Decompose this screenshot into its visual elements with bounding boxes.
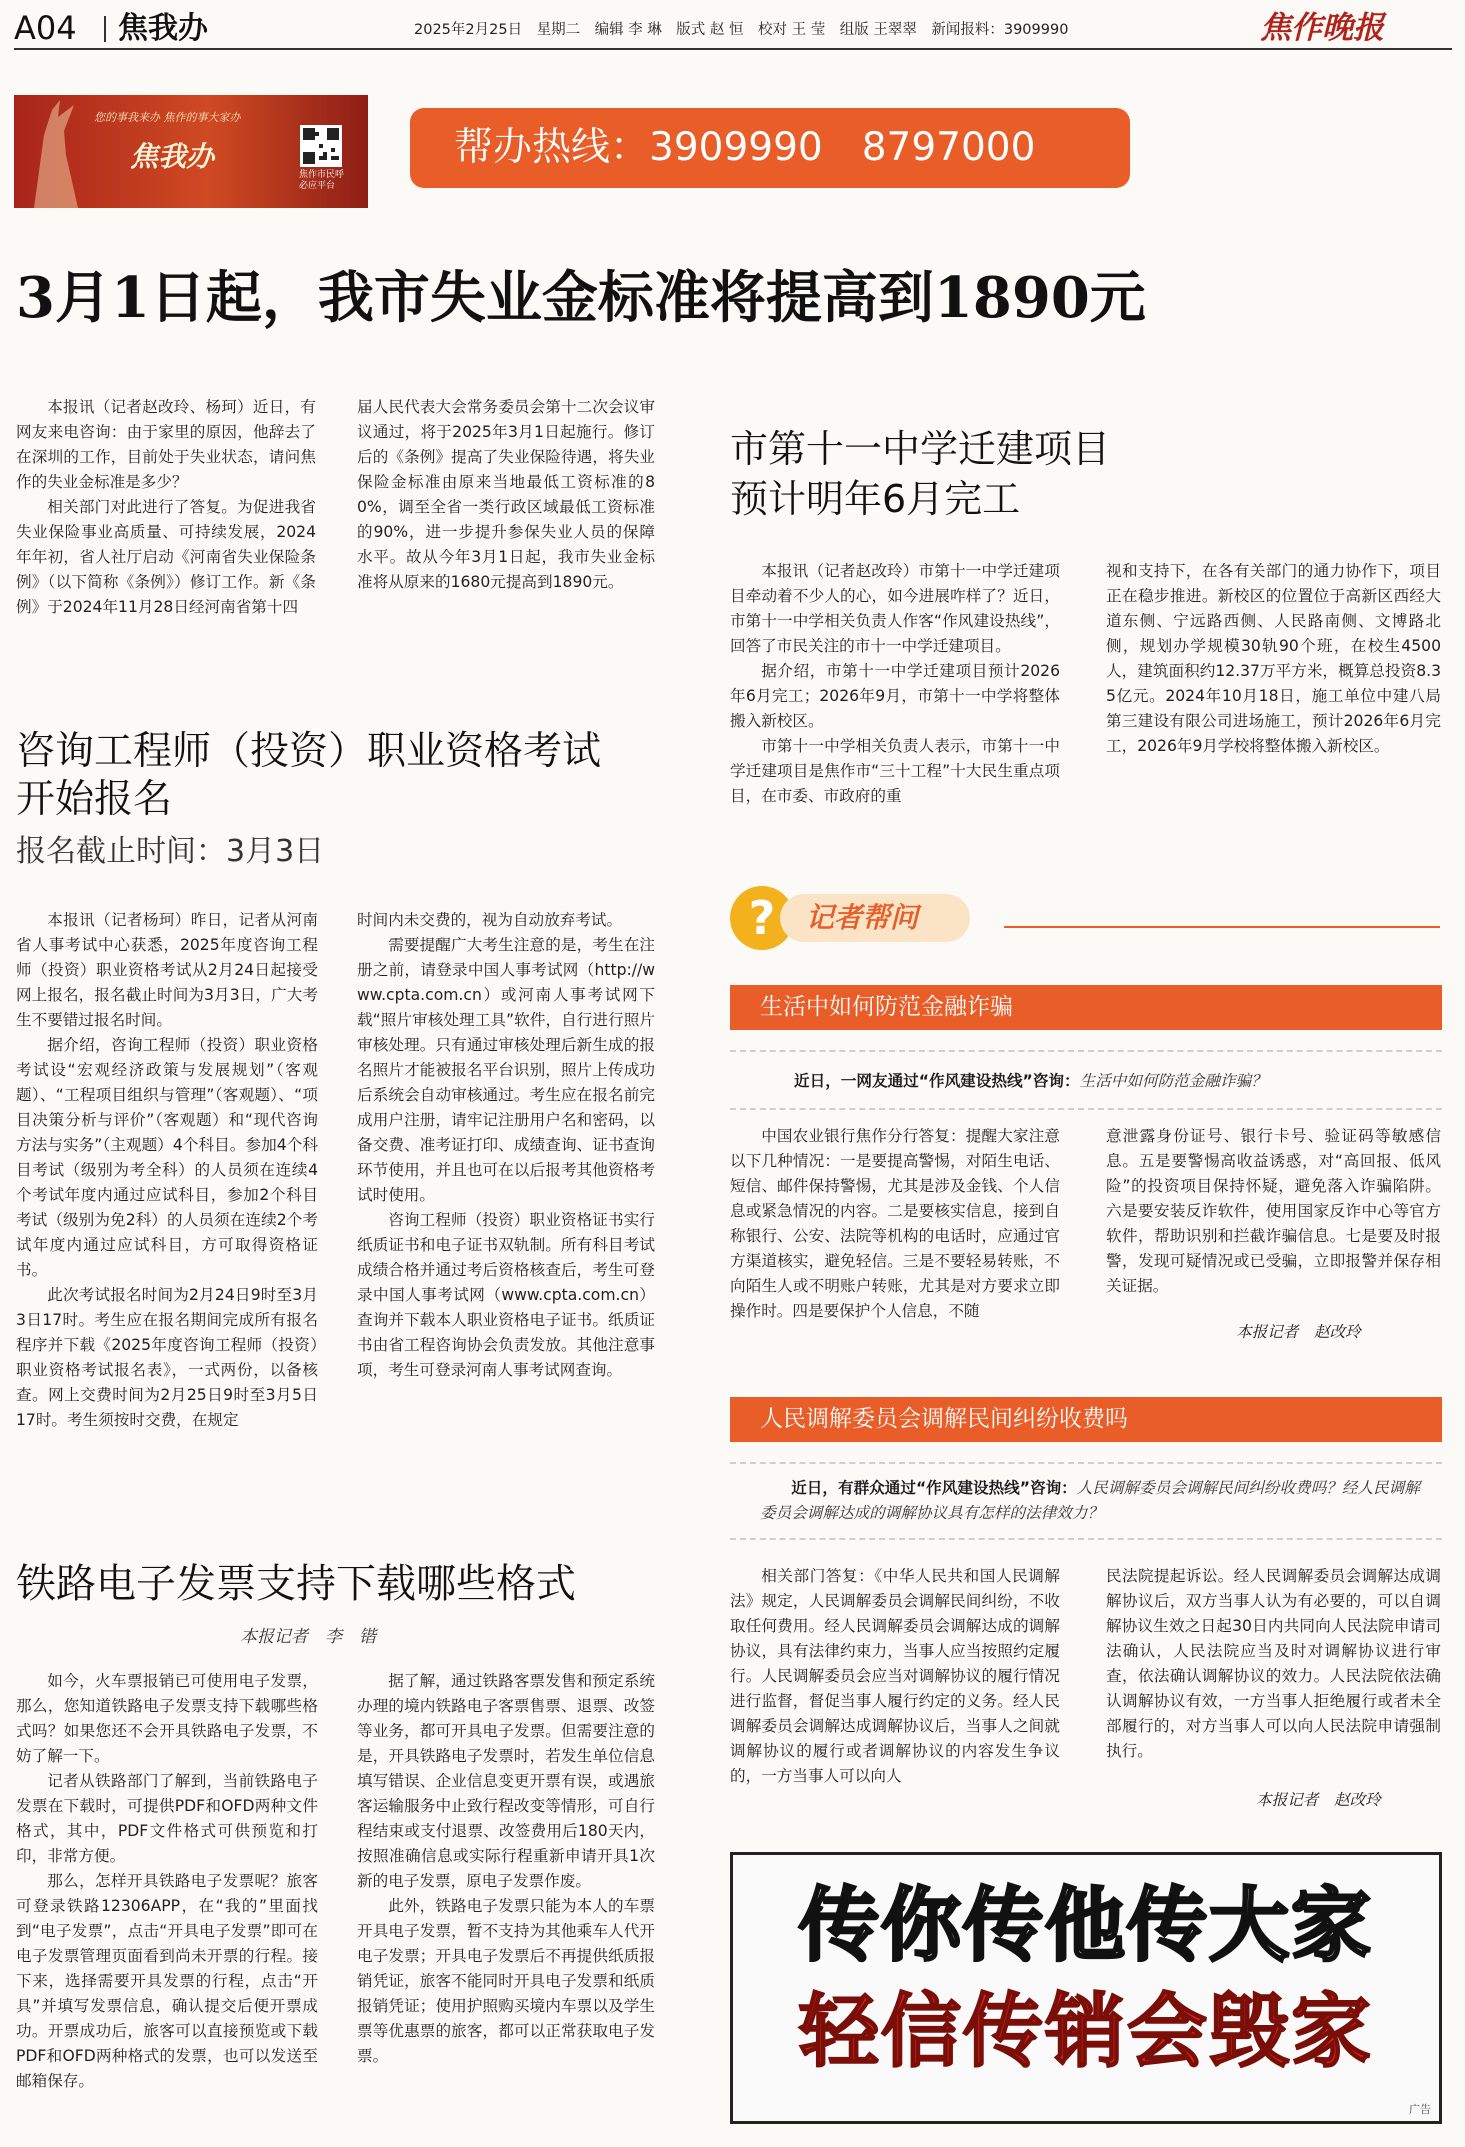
- exam-para-4: 时间内未交费的，视为自动放弃考试。: [357, 911, 623, 929]
- statue-icon: [14, 95, 104, 208]
- qr-code-icon: [300, 125, 342, 167]
- lead-headline: 3月1日起，我市失业金标准将提高到1890元: [16, 265, 1146, 331]
- q2-byline: 本报记者 赵改玲: [1256, 1791, 1381, 1809]
- banner-slogan: 您的事我来办 焦作的事大家办: [94, 111, 241, 124]
- page-number: A04: [14, 9, 77, 47]
- exam-col-1: [16, 908, 318, 1433]
- rail-para-2: 记者从铁路部门了解到，当前铁路电子发票在下载时，可提供PDF和OFD两种文件格式，其中，PDF文件格式可供预览和打印，非常方便。: [16, 1772, 318, 1865]
- hotline-badge: [410, 108, 1130, 188]
- exam-para-6: 咨询工程师（投资）职业资格证书实行纸质证书和电子证书双轨制。所有科目考试成绩合格并通过考后资格核查后，考生可登录中国人事考试网（www.cpta.com.cn）查询并下载本人职业资格电子证书。纸质证书由省工程咨询协会负责发放。其他注意事项，考生可登录河南人事考试网查询。: [357, 1211, 655, 1379]
- helper-label-text: 记者帮问: [806, 901, 919, 934]
- lead-col-2: [357, 395, 655, 595]
- rail-headline: 铁路电子发票支持下载哪些格式: [16, 1561, 576, 1607]
- anti-mlm-ad: [730, 1852, 1442, 2124]
- lead-para-1: 本报讯（记者赵改玲、杨珂）近日，有网友来电咨询：由于家里的原因，他辞去了在深圳的工作，目前处于失业状态，请问焦作的失业金标准是多少？: [16, 398, 316, 491]
- school-col-2: [1106, 559, 1441, 759]
- exam-headline: [16, 728, 706, 876]
- date-editor-line: 2025年2月25日 星期二 编辑 李 琳 版式 赵 恒 校对 王 莹 组版 王翠翠 新闻报料：3909990: [414, 22, 1069, 38]
- exam-title-line1: 咨询工程师（投资）职业资格考试: [16, 729, 602, 774]
- page-header: [14, 8, 1452, 50]
- q2-question-text: 人民调解委员会调解民间纠纷收费吗？经人民调解委员会调解达成的调解协议具有怎样的法律效力？: [760, 1479, 1420, 1522]
- q1-col-2: [1106, 1124, 1441, 1299]
- lead-para-3: 届人民代表大会常务委员会第十二次会议审议通过，将于2025年3月1日起施行。修订后的《条例》提高了失业保险待遇，将失业保险金标准由原来当地最低工资标准的80%，调至全省一类行政区域最低工资标准的90%，进一步提升参保失业人员的保障水平。故从今年3月1日起，我市失业金标准将从原来的1680元提高到1890元。: [357, 398, 655, 591]
- exam-para-3: 此次考试报名时间为2月24日9时至3月3日17时。考生应在报名期间完成所有报名程序并下载《2025年度咨询工程师（投资）职业资格考试报名表》，一式两份，以备核查。网上交费时间为2月25日9时至3月5日17时。考生须按时交费，在规定: [16, 1286, 318, 1429]
- rail-byline: 本报记者 李 锴: [240, 1627, 376, 1647]
- exam-title-line2: 开始报名: [16, 777, 173, 822]
- rail-col-2: [357, 1669, 655, 2069]
- q2-question-lead: 近日，有群众通过“作风建设热线”咨询：: [791, 1479, 1077, 1497]
- banner-logo: 焦我办: [130, 140, 215, 173]
- helper-label: [730, 884, 976, 952]
- school-para-2: 据介绍，市第十一中学迁建项目预计2026年6月完工；2026年9月，市第十一中学将整体搬入新校区。: [730, 662, 1060, 730]
- ad-line-2: 轻信传销会毁家: [799, 1984, 1373, 2078]
- school-headline: [730, 424, 1450, 524]
- q1-col-1: [730, 1124, 1060, 1324]
- q2-col-1: [730, 1564, 1060, 1789]
- school-para-1: 本报讯（记者赵改玲）市第十一中学迁建项目牵动着不少人的心，如今进展咋样了？近日，市第十一中学相关负责人作客“作风建设热线”，回答了市民关注的市十一中学迁建项目。: [730, 562, 1060, 655]
- q1-title-bar: 生活中如何防范金融诈骗: [730, 985, 1442, 1030]
- school-para-4: 视和支持下，在各有关部门的通力协作下，项目正在稳步推进。新校区的位置位于高新区西经大道东侧、宁远路西侧、人民路南侧、文博路北侧，规划办学规模30轨90个班，在校生4500人，建筑面积约12.37万平方米，概算总投资8.35亿元。2024年10月18日，施工单位中建八局第三建设有限公司进场施工，预计2026年6月完工，2026年9月学校将整体搬入新校区。: [1106, 562, 1441, 755]
- exam-para-2: 据介绍，咨询工程师（投资）职业资格考试设“宏观经济政策与发展规划”（客观题）、“工程项目组织与管理”（客观题）、“项目决策分析与评价”（客观题）和“现代咨询方法与实务”（主观题）4个科目。参加4个科目考试（级别为考全科）的人员须在连续4个考试年度内通过应试科目，参加2个科目考试（级别为免2科）的人员须在连续2个考试年度内通过应试科目，方可取得资格证书。: [16, 1036, 318, 1279]
- school-para-3: 市第十一中学相关负责人表示，市第十一中学迁建项目是焦作市“三十工程”十大民生重点项目，在市委、市政府的重: [730, 737, 1060, 805]
- platform-banner: [14, 95, 368, 208]
- rail-para-3: 那么，怎样开具铁路电子发票呢？旅客可登录铁路12306APP，在“我的”里面找到“电子发票”，点击“开具电子发票”即可在电子发票管理页面看到尚未开票的行程。接下来，选择需要开具发票的行程，点击“开具”并填写发票信息，确认提交后便开票成功。开票成功后，旅客可以直接预览或下载PDF和OFD两种格式的发票，也可以发送至邮箱保存。: [16, 1872, 318, 2090]
- q1-question-lead: 近日，一网友通过“作风建设热线”咨询：: [794, 1072, 1080, 1090]
- q2-question-box: [730, 1462, 1442, 1540]
- masthead-logo: 焦作晚报: [1260, 10, 1384, 46]
- school-title-line1: 市第十一中学迁建项目: [730, 427, 1111, 471]
- exam-col-2: [357, 908, 655, 1383]
- rail-col-1: [16, 1669, 318, 2094]
- q1-question-text: 生活中如何防范金融诈骗？: [1079, 1072, 1267, 1090]
- question-mark-icon: ?: [730, 886, 794, 950]
- section-name: 焦我办: [118, 11, 208, 46]
- q1-byline: 本报记者 赵改玲: [1236, 1323, 1361, 1341]
- ad-line-1: 传你传他传大家: [799, 1878, 1373, 1972]
- exam-para-5: 需要提醒广大考生注意的是，考生在注册之前，请登录中国人事考试网（http://www.cpta.com.cn）或河南人事考试网下载“照片审核处理工具”软件，自行进行照片审核处理。只有通过审核处理后新生成的报名照片才能被报名平台识别，照片上传成功后系统会自动审核通过。考生应在报名前完成用户注册，请牢记注册用户名和密码，以备交费、准考证打印、成绩查询、证书查询环节使用，并且也可在以后报考其他资格考试时使用。: [357, 936, 655, 1204]
- school-title-line2: 预计明年6月完工: [730, 477, 1021, 521]
- school-col-1: [730, 559, 1060, 809]
- exam-para-1: 本报讯（记者杨珂）昨日，记者从河南省人事考试中心获悉，2025年度咨询工程师（投资）职业资格考试从2月24日起接受网上报名，报名截止时间为3月3日，广大考生不要错过报名时间。: [16, 911, 318, 1029]
- exam-subtitle: 报名截止时间：3月3日: [16, 834, 325, 869]
- lead-col-1: [16, 395, 316, 620]
- q2-title-bar: 人民调解委员会调解民间纠纷收费吗: [730, 1397, 1442, 1442]
- qr-caption: 焦作市民呼必应平台: [299, 170, 345, 191]
- header-divider: [104, 16, 106, 42]
- rail-para-5: 此外，铁路电子发票只能为本人的车票开具电子发票，暂不支持为其他乘车人代开电子发票；开具电子发票后不再提供纸质报销凭证，旅客不能同时开具电子发票和纸质报销凭证；使用护照购买境内车票以及学生票等优惠票的旅客，都可以正常获取电子发票。: [357, 1897, 655, 2065]
- q1-para-1: 中国农业银行焦作分行答复：提醒大家注意以下几种情况：一是要提高警惕，对陌生电话、短信、邮件保持警惕，尤其是涉及金钱、个人信息或紧急情况的内容。二是要核实信息，接到自称银行、公安、法院等机构的电话时，应通过官方渠道核实，避免轻信。三是不要轻易转账，不向陌生人或不明账户转账，尤其是对方要求立即操作时。四是要保护个人信息，不随: [730, 1127, 1060, 1320]
- lead-para-2: 相关部门对此进行了答复。为促进我省失业保险事业高质量、可持续发展，2024年年初，省人社厅启动《河南省失业保险条例》（以下简称《条例》）修订工作。新《条例》于2024年11月28日经河南省第十四: [16, 498, 316, 616]
- rail-para-1: 如今，火车票报销已可使用电子发票，那么，您知道铁路电子发票支持下载哪些格式吗？如果您还不会开具铁路电子发票，不妨了解一下。: [16, 1672, 318, 1765]
- hotline-text: 帮办热线：3909990 8797000: [454, 125, 1036, 170]
- rail-para-4: 据了解，通过铁路客票发售和预定系统办理的境内铁路电子客票售票、退票、改签等业务，都可开具电子发票。但需要注意的是，开具铁路电子发票时，若发生单位信息填写错误、企业信息变更开票有误，或遇旅客运输服务中止致行程改变等情形，可自行程结束或支付退票、改签费用后180天内，按照准确信息或实际行程重新申请开具1次新的电子发票，原电子发票作废。: [357, 1672, 655, 1890]
- ad-tag: 广告: [1409, 2103, 1431, 2116]
- q1-question-box: [730, 1050, 1442, 1110]
- q2-para-1: 相关部门答复：《中华人民共和国人民调解法》规定，人民调解委员会调解民间纠纷，不收取任何费用。经人民调解委员会调解达成的调解协议，具有法律约束力，当事人应当按照约定履行。人民调解委员会应当对调解协议的履行情况进行监督，督促当事人履行约定的义务。经人民调解委员会调解达成调解协议后，当事人之间就调解协议的履行或者调解协议的内容发生争议的，一方当事人可以向人: [730, 1567, 1060, 1785]
- helper-rule: [1004, 926, 1440, 928]
- q2-para-2: 民法院提起诉讼。经人民调解委员会调解达成调解协议后，双方当事人认为有必要的，可以自调解协议生效之日起30日内共同向人民法院申请司法确认，人民法院应当及时对调解协议进行审查，依法确认调解协议的效力。人民法院依法确认调解协议有效，一方当事人拒绝履行或者未全部履行的，对方当事人可以向人民法院申请强制执行。: [1106, 1567, 1441, 1760]
- q1-para-2: 意泄露身份证号、银行卡号、验证码等敏感信息。五是要警惕高收益诱惑，对“高回报、低风险”的投资项目保持怀疑，避免落入诈骗陷阱。六是要安装反诈软件，使用国家反诈中心等官方软件，帮助识别和拦截诈骗信息。七是要及时报警，发现可疑情况或已受骗，立即报警并保存相关证据。: [1106, 1127, 1441, 1295]
- q2-col-2: [1106, 1564, 1441, 1764]
